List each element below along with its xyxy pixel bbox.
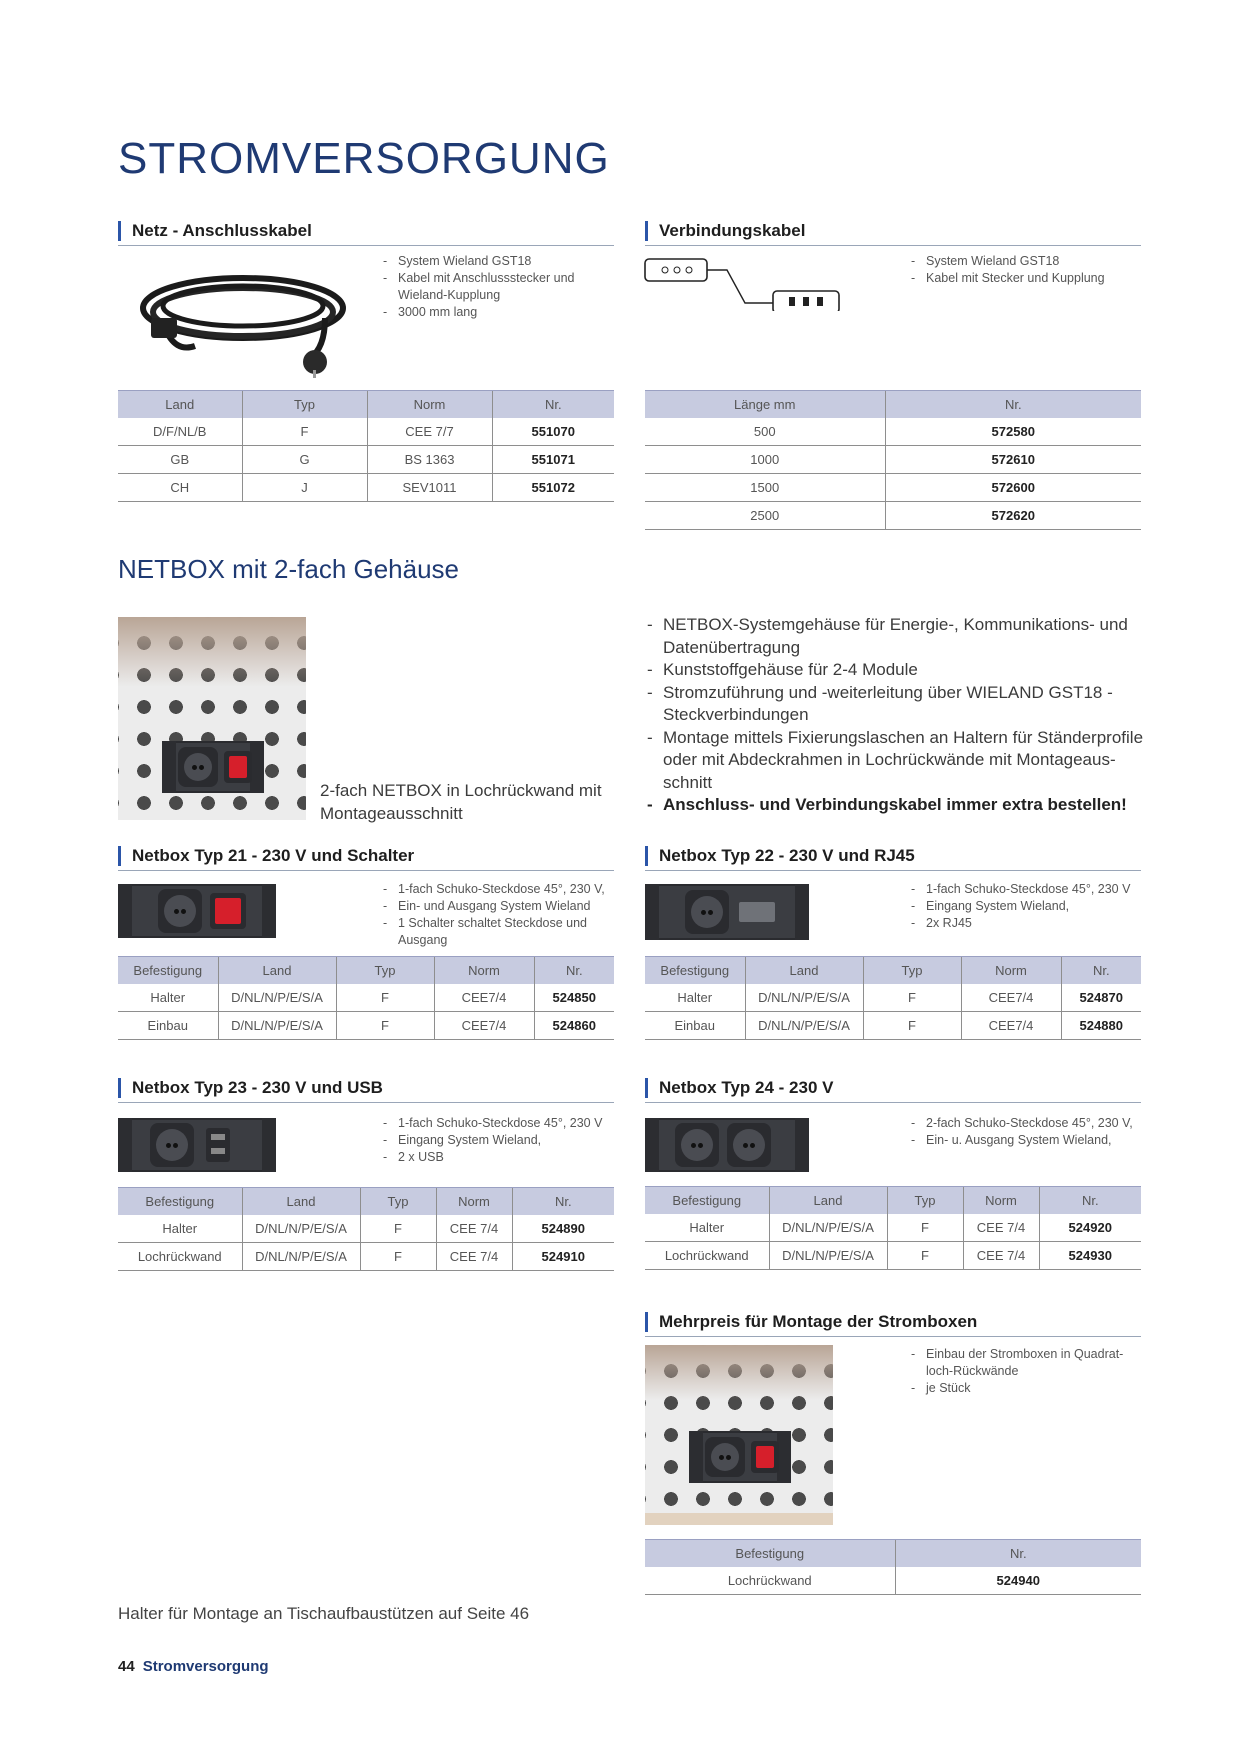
- table-header: Nr.: [1061, 957, 1141, 985]
- table-cell: BS 1363: [367, 446, 492, 474]
- table-header: Norm: [436, 1188, 512, 1216]
- table-header: Land: [242, 1188, 360, 1216]
- netbox-typ22-image: [645, 884, 809, 940]
- accent-bar: [118, 1078, 121, 1098]
- table-header: Nr.: [534, 957, 614, 985]
- table-cell: D/NL/N/P/E/S/A: [218, 984, 336, 1012]
- table-cell: Halter: [645, 1214, 769, 1242]
- table-header: Befestigung: [645, 1540, 895, 1568]
- table-cell: F: [887, 1242, 963, 1270]
- bullet-item: - Stromzuführung und -weiterleitung über WIELAND GST18 - Steckverbindungen: [645, 682, 1145, 727]
- article-number: 524880: [1061, 1012, 1141, 1040]
- bullet-item: - 2 x USB: [381, 1149, 611, 1166]
- table-cell: F: [887, 1214, 963, 1242]
- table-row: [118, 1243, 614, 1271]
- typ24-bullets: [909, 1115, 1141, 1149]
- table-cell: CEE 7/4: [963, 1214, 1039, 1242]
- table-header: Typ: [242, 391, 367, 419]
- table-cell: F: [360, 1215, 436, 1243]
- typ22-bullets: [909, 881, 1141, 932]
- table-cell: CEE7/4: [961, 1012, 1061, 1040]
- table-header: Norm: [963, 1187, 1039, 1215]
- table-cell: CEE 7/4: [436, 1243, 512, 1271]
- table-cell: Einbau: [118, 1012, 218, 1040]
- verbindung-bullets: [909, 253, 1141, 287]
- table-row: [645, 1567, 1141, 1595]
- table-cell: 1000: [645, 446, 885, 474]
- typ21-table: [118, 956, 614, 1040]
- section-title-text: Netbox Typ 23 - 230 V und USB: [132, 1078, 383, 1097]
- table-header: Nr.: [1039, 1187, 1141, 1215]
- netbox-typ23-image: [118, 1118, 276, 1172]
- table-header: Norm: [961, 957, 1061, 985]
- article-number: 572580: [885, 418, 1141, 446]
- page-footer: [118, 1658, 269, 1675]
- bullet-item: - 1-fach Schuko-Steckdose 45°, 230 V: [909, 881, 1141, 898]
- table-cell: Lochrückwand: [645, 1567, 895, 1595]
- table-cell: D/NL/N/P/E/S/A: [745, 1012, 863, 1040]
- section-title-text: Verbindungskabel: [659, 221, 806, 240]
- caption-line: 2-fach NETBOX in Lochrückwand mit: [320, 781, 602, 800]
- article-number: 524890: [512, 1215, 614, 1243]
- rj45-port-icon: [739, 902, 775, 922]
- section-title-text: Mehrpreis für Montage der Stromboxen: [659, 1312, 978, 1331]
- article-number: 572600: [885, 474, 1141, 502]
- table-header: Nr.: [512, 1188, 614, 1216]
- table-row: [118, 418, 614, 446]
- article-number: 572620: [885, 502, 1141, 530]
- table-row: [118, 1215, 614, 1243]
- table-cell: J: [242, 474, 367, 502]
- pegboard-mounting-photo: [645, 1345, 833, 1525]
- bullet-item: - Kunststoffgehäuse für 2-4 Module: [645, 659, 1145, 682]
- section-title-text: Netz - Anschlusskabel: [132, 221, 312, 240]
- table-cell: CEE7/4: [434, 984, 534, 1012]
- table-cell: CEE 7/4: [436, 1215, 512, 1243]
- section-netz-title: [118, 217, 614, 246]
- section-typ23-title: [118, 1074, 614, 1103]
- accent-bar: [118, 221, 121, 241]
- table-row: [118, 446, 614, 474]
- section-typ21-title: [118, 842, 614, 871]
- article-number: 524870: [1061, 984, 1141, 1012]
- table-header: Land: [118, 391, 242, 419]
- bullet-item: - Montage mittels Fixierungslaschen an Haltern für Ständerprofile oder mit Abdeckrahmen in Lochrückwände mit Montageaus-schnitt: [645, 727, 1145, 795]
- table-cell: F: [360, 1243, 436, 1271]
- table-cell: SEV1011: [367, 474, 492, 502]
- footer-label: Stromversorgung: [142, 1658, 269, 1675]
- bullet-item: - Eingang System Wieland,: [381, 1132, 611, 1149]
- table-header: Typ: [336, 957, 434, 985]
- table-cell: 500: [645, 418, 885, 446]
- bullet-item-important: - Anschluss- und Verbindungskabel immer extra bestellen!: [645, 794, 1145, 817]
- netz-bullets: [381, 253, 611, 321]
- page-number: 44: [118, 1658, 135, 1675]
- accent-bar: [645, 1078, 648, 1098]
- bullet-item: - Ein- und Ausgang System Wieland: [381, 898, 611, 915]
- table-cell: CEE 7/7: [367, 418, 492, 446]
- article-number: 524850: [534, 984, 614, 1012]
- typ24-table: [645, 1186, 1141, 1270]
- table-cell: Lochrückwand: [645, 1242, 769, 1270]
- table-header: Nr.: [492, 391, 614, 419]
- table-row: [118, 474, 614, 502]
- table-cell: CH: [118, 474, 242, 502]
- power-cable-image: [125, 258, 360, 378]
- table-row: [645, 1242, 1141, 1270]
- table-cell: F: [336, 1012, 434, 1040]
- table-cell: F: [336, 984, 434, 1012]
- table-cell: GB: [118, 446, 242, 474]
- table-cell: 1500: [645, 474, 885, 502]
- table-header: Norm: [434, 957, 534, 985]
- bullet-item: - System Wieland GST18: [909, 253, 1141, 270]
- section-mehrpreis-title: [645, 1308, 1141, 1337]
- table-row: [645, 418, 1141, 446]
- article-number: 551070: [492, 418, 614, 446]
- article-number: 524920: [1039, 1214, 1141, 1242]
- table-cell: 2500: [645, 502, 885, 530]
- table-cell: CEE7/4: [434, 1012, 534, 1040]
- verbindung-table: [645, 390, 1141, 530]
- typ23-bullets: [381, 1115, 611, 1166]
- bullet-item: - 1-fach Schuko-Steckdose 45°, 230 V,: [381, 881, 611, 898]
- table-row: [118, 984, 614, 1012]
- article-number: 572610: [885, 446, 1141, 474]
- bullet-item: - 2-fach Schuko-Steckdose 45°, 230 V,: [909, 1115, 1141, 1132]
- typ22-table: [645, 956, 1141, 1040]
- table-header: Länge mm: [645, 391, 885, 419]
- table-header: Nr.: [895, 1540, 1141, 1568]
- table-header: Befestigung: [118, 1188, 242, 1216]
- table-cell: D/NL/N/P/E/S/A: [242, 1243, 360, 1271]
- table-header: Typ: [360, 1188, 436, 1216]
- table-row: [645, 446, 1141, 474]
- table-header: Nr.: [885, 391, 1141, 419]
- table-cell: F: [863, 984, 961, 1012]
- typ23-table: [118, 1187, 614, 1271]
- usb-port-icon: [206, 1128, 230, 1162]
- mehrpreis-table: [645, 1539, 1141, 1595]
- pegboard-photo: [118, 617, 306, 820]
- bullet-item: - je Stück: [909, 1380, 1141, 1397]
- mehrpreis-bullets: [909, 1346, 1141, 1397]
- section-verbindung-title: [645, 217, 1141, 246]
- bullet-item: - 1-fach Schuko-Steckdose 45°, 230 V: [381, 1115, 611, 1132]
- bullet-item: - Kabel mit Stecker und Kupplung: [909, 270, 1141, 287]
- table-header: Typ: [887, 1187, 963, 1215]
- table-row: [645, 984, 1141, 1012]
- table-cell: D/NL/N/P/E/S/A: [242, 1215, 360, 1243]
- bullet-item: - Einbau der Stromboxen in Quadrat-loch-Rückwände: [909, 1346, 1141, 1380]
- page-title: STROMVERSORGUNG: [118, 134, 610, 183]
- table-header: Befestigung: [645, 1187, 769, 1215]
- article-number: 524930: [1039, 1242, 1141, 1270]
- bullet-item: - 2x RJ45: [909, 915, 1141, 932]
- bullet-item: - 1 Schalter schaltet Steckdose und Ausgang: [381, 915, 611, 949]
- netbox-heading: NETBOX mit 2-fach Gehäuse: [118, 554, 460, 584]
- table-cell: D/NL/N/P/E/S/A: [218, 1012, 336, 1040]
- bullet-item: - System Wieland GST18: [381, 253, 611, 270]
- netbox-typ24-image: [645, 1118, 809, 1172]
- section-typ22-title: [645, 842, 1141, 871]
- section-typ24-title: [645, 1074, 1141, 1103]
- table-cell: F: [863, 1012, 961, 1040]
- accent-bar: [118, 846, 121, 866]
- typ21-bullets: [381, 881, 611, 949]
- table-row: [645, 1214, 1141, 1242]
- netbox-typ21-image: [118, 884, 276, 938]
- netbox-bullets: [645, 614, 1145, 817]
- netbox-caption: [320, 779, 620, 825]
- section-title-text: Netbox Typ 22 - 230 V und RJ45: [659, 846, 915, 865]
- bullet-item: - 3000 mm lang: [381, 304, 611, 321]
- table-cell: CEE 7/4: [963, 1242, 1039, 1270]
- table-row: [118, 1012, 614, 1040]
- table-header: Befestigung: [645, 957, 745, 985]
- table-cell: D/NL/N/P/E/S/A: [769, 1242, 887, 1270]
- connection-cable-drawing: [643, 255, 843, 311]
- article-number: 524940: [895, 1567, 1141, 1595]
- section-title-text: Netbox Typ 24 - 230 V: [659, 1078, 834, 1097]
- table-cell: Halter: [118, 984, 218, 1012]
- table-header: Norm: [367, 391, 492, 419]
- table-cell: D/NL/N/P/E/S/A: [745, 984, 863, 1012]
- table-cell: D/F/NL/B: [118, 418, 242, 446]
- table-row: [645, 474, 1141, 502]
- bullet-item: - Kabel mit Anschlussstecker und Wieland-Kupplung: [381, 270, 611, 304]
- article-number: 524860: [534, 1012, 614, 1040]
- table-cell: Lochrückwand: [118, 1243, 242, 1271]
- table-header: Befestigung: [118, 957, 218, 985]
- article-number: 524910: [512, 1243, 614, 1271]
- table-cell: Halter: [645, 984, 745, 1012]
- table-cell: F: [242, 418, 367, 446]
- table-cell: Halter: [118, 1215, 242, 1243]
- table-cell: D/NL/N/P/E/S/A: [769, 1214, 887, 1242]
- article-number: 551071: [492, 446, 614, 474]
- table-cell: Einbau: [645, 1012, 745, 1040]
- table-header: Land: [769, 1187, 887, 1215]
- accent-bar: [645, 846, 648, 866]
- bullet-item: - Eingang System Wieland,: [909, 898, 1141, 915]
- footnote: Halter für Montage an Tischaufbaustützen auf Seite 46: [118, 1604, 530, 1623]
- table-header: Typ: [863, 957, 961, 985]
- table-row: [645, 502, 1141, 530]
- netz-table: [118, 390, 614, 502]
- table-row: [645, 1012, 1141, 1040]
- bullet-item: - Ein- u. Ausgang System Wieland,: [909, 1132, 1141, 1149]
- table-cell: CEE7/4: [961, 984, 1061, 1012]
- accent-bar: [645, 221, 648, 241]
- table-cell: G: [242, 446, 367, 474]
- article-number: 551072: [492, 474, 614, 502]
- bullet-item: - NETBOX-Systemgehäuse für Energie-, Kommunikations- und Datenübertragung: [645, 614, 1145, 659]
- section-title-text: Netbox Typ 21 - 230 V und Schalter: [132, 846, 415, 865]
- table-header: Land: [745, 957, 863, 985]
- table-header: Land: [218, 957, 336, 985]
- accent-bar: [645, 1312, 648, 1332]
- caption-line: Montageausschnitt: [320, 804, 463, 823]
